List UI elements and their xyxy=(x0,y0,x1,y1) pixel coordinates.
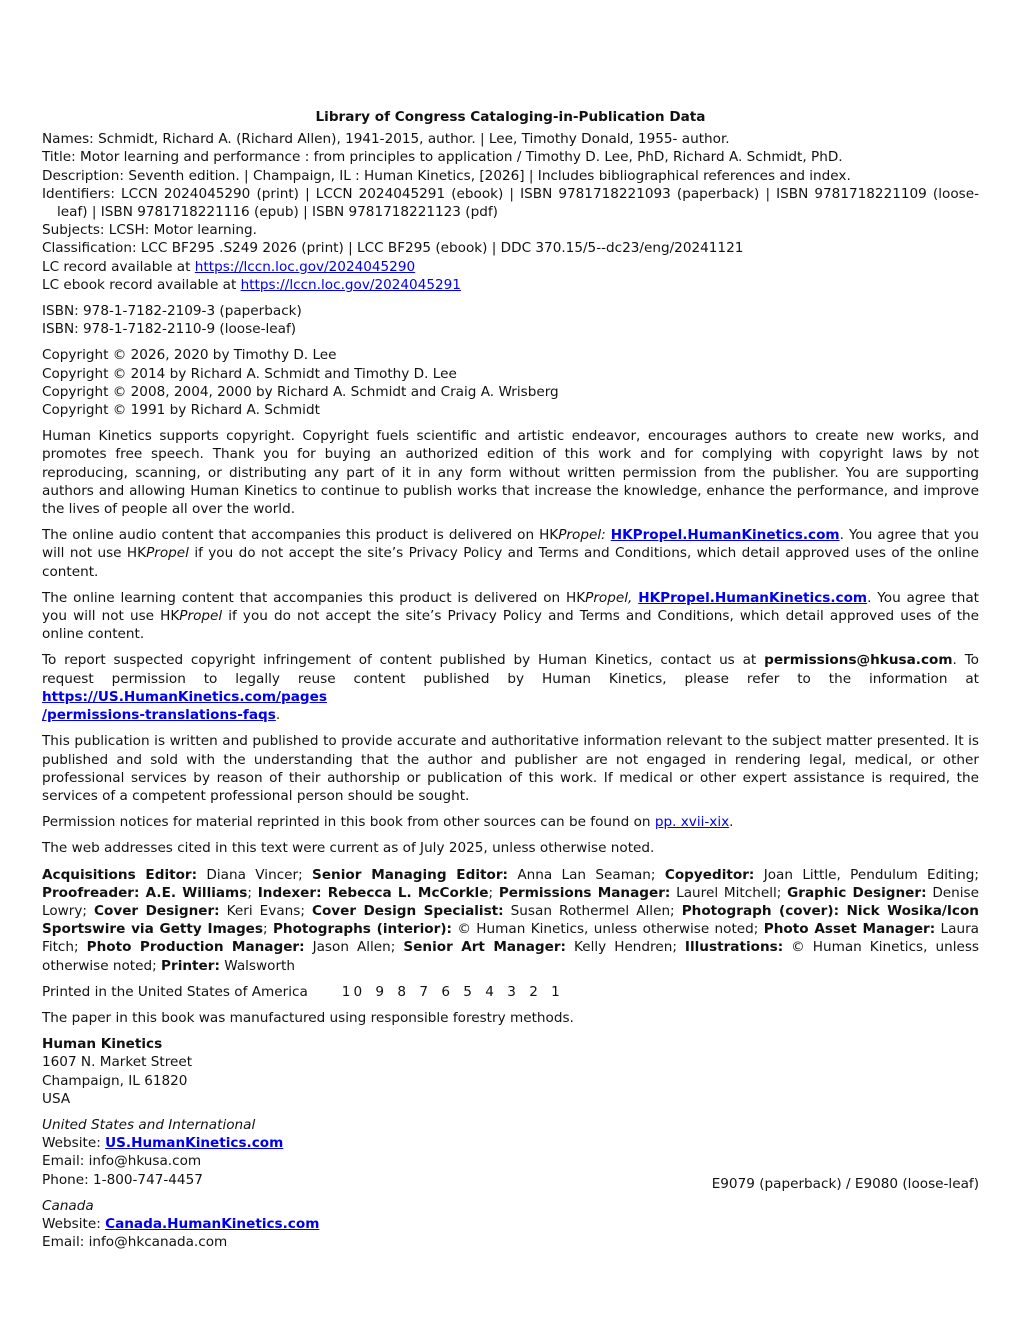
credit-role: Printer: xyxy=(161,957,220,974)
permissions-email: permissions@hkusa.com xyxy=(764,652,953,669)
cip-classification: Classification: LCC BF295 .S249 2026 (print) | LCC BF295 (ebook) | DDC 370.15/5--dc23/eng/20241121 xyxy=(42,240,744,257)
propel-italic: Propel: xyxy=(558,527,606,544)
credit-name: ; xyxy=(247,884,258,901)
credit-role: Photographs (interior): xyxy=(272,921,452,938)
learning-text: The online learning content that accompanies this product is delivered on HK xyxy=(42,589,586,606)
product-codes: E9079 (paperback) / E9080 (loose-leaf) xyxy=(711,1176,979,1192)
credit-role: Indexer: Rebecca L. McCorkle xyxy=(257,884,489,901)
cip-title: Title: Motor learning and performance : from principles to application / Timothy D. Lee, PhD, Richard A. Schmidt, PhD. xyxy=(42,149,843,166)
credit-name: Laura Fitch; xyxy=(42,921,979,956)
website-label: Website: xyxy=(42,1215,106,1232)
us-website xyxy=(42,1134,979,1152)
copyright-line: Copyright © 2026, 2020 by Timothy D. Lee xyxy=(42,347,337,364)
website-label: Website: xyxy=(42,1135,106,1152)
cip-identifiers: Identifiers: LCCN 2024045290 (print) | LCCN 2024045291 (ebook) | ISBN 9781718221093 (paperback) | ISBN 9781718221109 (loose-leaf) | ISBN 9781718221116 (epub) | ISBN 9781718221123 (pdf) xyxy=(42,185,979,221)
isbn-block xyxy=(42,302,979,338)
page-title: Library of Congress Cataloging-in-Publication Data xyxy=(315,109,706,125)
audio-text: The online audio content that accompanies this product is delivered on HK xyxy=(42,527,559,544)
paper-note: The paper in this book was manufactured using responsible forestry methods. xyxy=(42,1009,574,1026)
printer-key: 10 9 8 7 6 5 4 3 2 1 xyxy=(341,983,563,1000)
audio-text: . You agree that you will not use HK xyxy=(42,527,979,562)
permission-notice xyxy=(42,813,979,831)
canada-contact xyxy=(42,1197,979,1252)
credit-name: © Human Kinetics, unless otherwise noted; xyxy=(42,939,980,974)
permissions-link-part: https://US.HumanKinetics.com/pages xyxy=(42,688,327,705)
credit-name: Denise Lowry; xyxy=(42,884,979,919)
permissions-link-part: /permissions-translations-faqs xyxy=(42,707,276,724)
credit-name: Laurel Mitchell; xyxy=(670,884,788,901)
credit-name: Kelly Hendren; xyxy=(566,939,685,956)
credit-name: © Human Kinetics, unless otherwise noted; xyxy=(451,921,764,938)
copyright-line: Copyright © 1991 by Richard A. Schmidt xyxy=(42,402,320,419)
printed-in: Printed in the United States of America xyxy=(42,983,308,1000)
publisher-name: Human Kinetics xyxy=(42,1036,163,1053)
lc-ebook-record xyxy=(42,276,979,294)
us-website-link[interactable]: US.HumanKinetics.com xyxy=(105,1135,284,1152)
pages-link[interactable]: pp. xvii-xix xyxy=(654,814,730,831)
lc-ebook-link[interactable]: https://lccn.loc.gov/2024045291 xyxy=(240,276,461,293)
infringement-paragraph xyxy=(42,651,979,724)
printed-line xyxy=(42,983,979,1001)
canada-label: Canada xyxy=(42,1197,94,1214)
credit-name: ; xyxy=(263,921,273,938)
canada-website-link[interactable]: Canada.HumanKinetics.com xyxy=(105,1215,320,1232)
credit-role: Photo Asset Manager: xyxy=(763,921,936,938)
propel-italic: Propel xyxy=(146,545,189,562)
credit-name: Jason Allen; xyxy=(304,939,404,956)
credit-role: Photograph (cover): Nick Wosika/Icon Sportswire via Getty Images xyxy=(42,902,979,938)
supports-copyright-paragraph: Human Kinetics supports copyright. Copyright fuels scientific and artistic endeavor, encourages authors to create new works, and promotes free speech. Thank you for buying an authorized edition of this work and for complying with copyright laws by not reproducing, scanning, or distributing any part of it in any form without written permission from the publisher. You are supporting authors and allowing Human Kinetics to continue to publish works that increase the knowledge, enhance the performance, and improve the lives of people all over the world. xyxy=(42,428,979,518)
credit-role: Proofreader: A.E. Williams xyxy=(42,884,248,901)
infringement-text: To report suspected copyright infringement of content published by Human Kinetics, contact us at xyxy=(42,652,765,669)
disclaimer-paragraph: This publication is written and published to provide accurate and authoritative information relevant to the subject matter presented. It is published and sold with the understanding that the author and publisher are not engaged in rendering legal, medical, or other professional services by reason of their authorship or publication of this work. If medical or other expert assistance is required, the services of a competent professional person should be sought. xyxy=(42,733,979,804)
propel-italic: Propel, xyxy=(585,589,633,606)
canada-email: Email: info@hkcanada.com xyxy=(42,1234,228,1251)
cip-block xyxy=(42,130,979,294)
learning-text: . You agree that you will not use HK xyxy=(42,589,979,625)
hkpropel-link[interactable]: HKPropel.HumanKinetics.com xyxy=(638,589,868,606)
learning-text: if you do not accept the site’s Privacy Policy and Terms and Conditions, which detail approved uses of the online content. xyxy=(42,608,979,643)
publisher-city: Champaign, IL 61820 xyxy=(42,1072,188,1089)
credit-name: Joan Little, Pendulum Editing; xyxy=(754,866,979,883)
publisher-country: USA xyxy=(42,1090,71,1107)
credit-name: Diana Vincer; xyxy=(197,866,313,883)
canada-website xyxy=(42,1215,979,1233)
hkpropel-link[interactable]: HKPropel.HumanKinetics.com xyxy=(610,527,840,544)
credit-role: Acquisitions Editor: xyxy=(42,866,198,883)
copyright-block xyxy=(42,346,979,419)
credit-role: Graphic Designer: xyxy=(787,884,927,901)
permissions-faq-link[interactable] xyxy=(42,689,327,723)
cip-subjects: Subjects: LCSH: Motor learning. xyxy=(42,222,257,239)
publisher-street: 1607 N. Market Street xyxy=(42,1054,193,1071)
copyright-page xyxy=(42,108,979,1259)
permission-notice-text: . xyxy=(729,814,734,831)
lc-record-label: LC record available at xyxy=(42,258,195,275)
credit-name: Susan Rothermel Allen; xyxy=(503,902,682,919)
credit-role: Illustrations: xyxy=(684,939,784,956)
credit-role: Copyeditor: xyxy=(664,866,755,883)
propel-italic: Propel xyxy=(179,608,223,625)
permission-notice-text: Permission notices for material reprinted in this book from other sources can be found on xyxy=(42,814,655,831)
isbn-loose-leaf: ISBN: 978-1-7182-2110-9 (loose-leaf) xyxy=(42,321,297,338)
lc-record-link[interactable]: https://lccn.loc.gov/2024045290 xyxy=(194,258,416,275)
credit-name: Keri Evans; xyxy=(219,902,312,919)
lc-record xyxy=(42,258,979,276)
copyright-line: Copyright © 2008, 2004, 2000 by Richard A. Schmidt and Craig A. Wrisberg xyxy=(42,383,559,400)
credit-role: Senior Art Manager: xyxy=(403,939,566,956)
credit-name: Walsworth xyxy=(219,957,295,974)
credit-role: Photo Production Manager: xyxy=(86,939,305,956)
copyright-line: Copyright © 2014 by Richard A. Schmidt and Timothy D. Lee xyxy=(42,365,457,382)
credit-name: Anna Lan Seaman; xyxy=(507,866,665,883)
cip-description: Description: Seventh edition. | Champaign, IL : Human Kinetics, [2026] | Includes bibliographical references and index. xyxy=(42,167,851,184)
infringement-text: . To request permission to legally reuse content published by Human Kinetics, please refer to the information at xyxy=(42,652,980,687)
infringement-text: . xyxy=(275,707,281,724)
us-phone: Phone: 1-800-747-4457 xyxy=(42,1171,203,1188)
credit-role: Permissions Manager: xyxy=(498,884,671,901)
credit-role: Cover Design Specialist: xyxy=(311,902,504,919)
credits-paragraph xyxy=(42,866,979,975)
us-label: United States and International xyxy=(42,1116,256,1133)
audio-text: if you do not accept the site’s Privacy Policy and Terms and Conditions, which detail approved uses of the online content. xyxy=(42,545,979,580)
publisher-address xyxy=(42,1035,979,1108)
credit-name: ; xyxy=(488,884,499,901)
lc-ebook-label: LC ebook record available at xyxy=(42,276,241,293)
isbn-paperback: ISBN: 978-1-7182-2109-3 (paperback) xyxy=(42,303,302,320)
us-email: Email: info@hkusa.com xyxy=(42,1153,202,1170)
cip-names: Names: Schmidt, Richard A. (Richard Allen), 1941-2015, author. | Lee, Timothy Donald, 1955- author. xyxy=(42,131,730,148)
learning-content-paragraph xyxy=(42,589,979,644)
web-addresses-note: The web addresses cited in this text were current as of July 2025, unless otherwise noted. xyxy=(42,840,655,857)
credit-role: Cover Designer: xyxy=(94,902,220,919)
credit-role: Senior Managing Editor: xyxy=(312,866,508,883)
audio-content-paragraph xyxy=(42,526,979,581)
